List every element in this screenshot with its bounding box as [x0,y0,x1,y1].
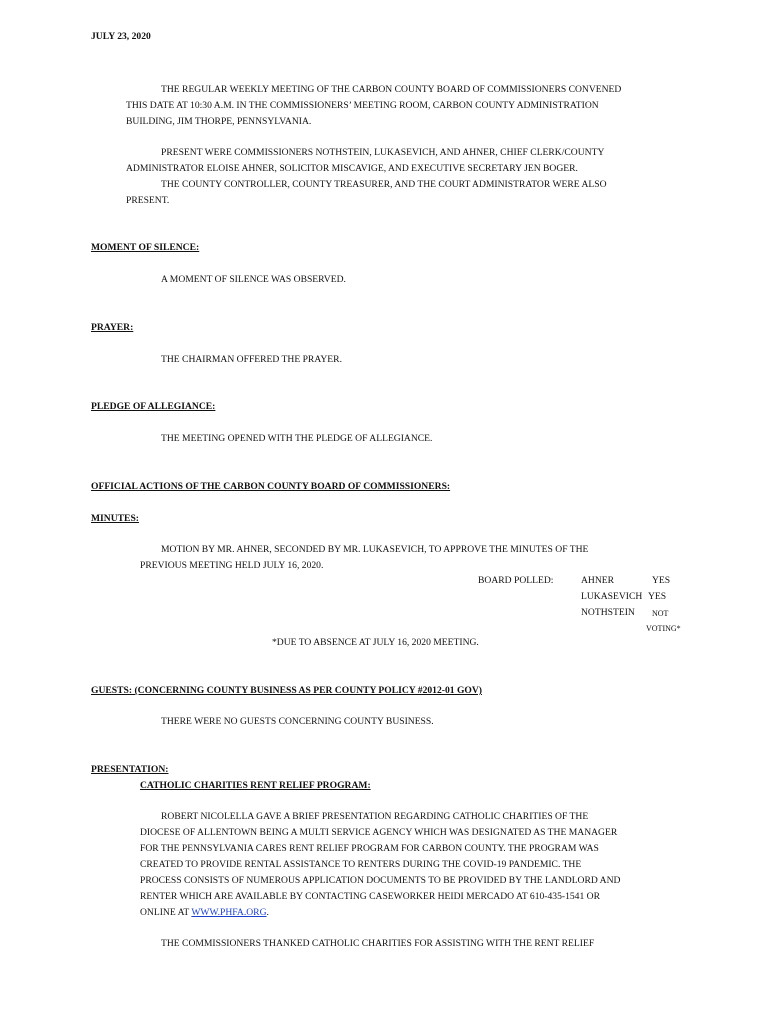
presentation-line: FOR THE PENNSYLVANIA CARES RENT RELIEF PROGRAM FOR CARBON COUNTY. THE PROGRAM WAS [140,843,599,854]
minutes-motion-line: MOTION BY MR. AHNER, SECONDED BY MR. LUKASEVICH, TO APPROVE THE MINUTES OF THE [161,544,589,555]
poll-name: AHNER [581,575,615,586]
presentation-line: DIOCESE OF ALLENTOWN BEING A MULTI SERVICE AGENCY WHICH WAS DESIGNATED AS THE MANAGER [140,827,618,838]
poll-vote: YES [648,591,667,602]
intro-line: BUILDING, JIM THORPE, PENNSYLVANIA. [126,116,312,127]
presentation-heading: PRESENTATION: [91,764,169,775]
intro-line: THIS DATE AT 10:30 A.M. IN THE COMMISSIONERS’ MEETING ROOM, CARBON COUNTY ADMINISTRATION [126,100,599,111]
presentation-subheading: CATHOLIC CHARITIES RENT RELIEF PROGRAM: [140,780,371,791]
poll-name: NOTHSTEIN [581,607,635,618]
date-header: JULY 23, 2020 [91,31,151,42]
presentation-link-suffix: . [266,907,269,918]
minutes-heading: MINUTES: [91,513,139,524]
guests-text: THERE WERE NO GUESTS CONCERNING COUNTY BUSINESS. [161,716,434,727]
phfa-website-link[interactable]: WWW.PHFA.ORG [191,907,267,918]
presentation-link-prefix: ONLINE AT [140,907,192,918]
present-line: THE COUNTY CONTROLLER, COUNTY TREASURER, AND THE COURT ADMINISTRATOR WERE ALSO [161,179,607,190]
presentation-line: CREATED TO PROVIDE RENTAL ASSISTANCE TO RENTERS DURING THE COVID-19 PANDEMIC. THE [140,859,582,870]
poll-vote-continuation: VOTING* [646,624,681,633]
moment-of-silence-text: A MOMENT OF SILENCE WAS OBSERVED. [161,274,346,285]
presentation-closing-line: THE COMMISSIONERS THANKED CATHOLIC CHARITIES FOR ASSISTING WITH THE RENT RELIEF [161,938,595,949]
present-line: PRESENT. [126,195,170,206]
prayer-heading: PRAYER: [91,322,134,333]
pledge-heading: PLEDGE OF ALLEGIANCE: [91,401,216,412]
pledge-text: THE MEETING OPENED WITH THE PLEDGE OF ALLEGIANCE. [161,433,433,444]
presentation-line: ROBERT NICOLELLA GAVE A BRIEF PRESENTATION REGARDING CATHOLIC CHARITIES OF THE [161,811,589,822]
intro-line: THE REGULAR WEEKLY MEETING OF THE CARBON COUNTY BOARD OF COMMISSIONERS CONVENED [161,84,622,95]
present-line: PRESENT WERE COMMISSIONERS NOTHSTEIN, LUKASEVICH, AND AHNER, CHIEF CLERK/COUNTY [161,147,605,158]
board-polled-label: BOARD POLLED: [478,575,554,586]
guests-heading: GUESTS: (CONCERNING COUNTY BUSINESS AS PER COUNTY POLICY #2012-01 GOV) [91,685,482,696]
present-line: ADMINISTRATOR ELOISE AHNER, SOLICITOR MISCAVIGE, AND EXECUTIVE SECRETARY JEN BOGER. [126,163,578,174]
poll-name: LUKASEVICH [581,591,643,602]
official-actions-heading: OFFICIAL ACTIONS OF THE CARBON COUNTY BOARD OF COMMISSIONERS: [91,481,451,492]
presentation-line: RENTER WHICH ARE AVAILABLE BY CONTACTING CASEWORKER HEIDI MERCADO AT 610-435-1541 OR [140,891,600,902]
poll-vote: YES [652,575,671,586]
moment-of-silence-heading: MOMENT OF SILENCE: [91,242,200,253]
prayer-text: THE CHAIRMAN OFFERED THE PRAYER. [161,354,342,365]
presentation-line: PROCESS CONSISTS OF NUMEROUS APPLICATION DOCUMENTS TO BE PROVIDED BY THE LANDLORD AND [140,875,621,886]
presentation-link-line [140,908,269,918]
minutes-motion-line: PREVIOUS MEETING HELD JULY 16, 2020. [140,560,324,571]
poll-vote: NOT [652,609,669,618]
minutes-footnote: *DUE TO ABSENCE AT JULY 16, 2020 MEETING. [272,637,479,648]
